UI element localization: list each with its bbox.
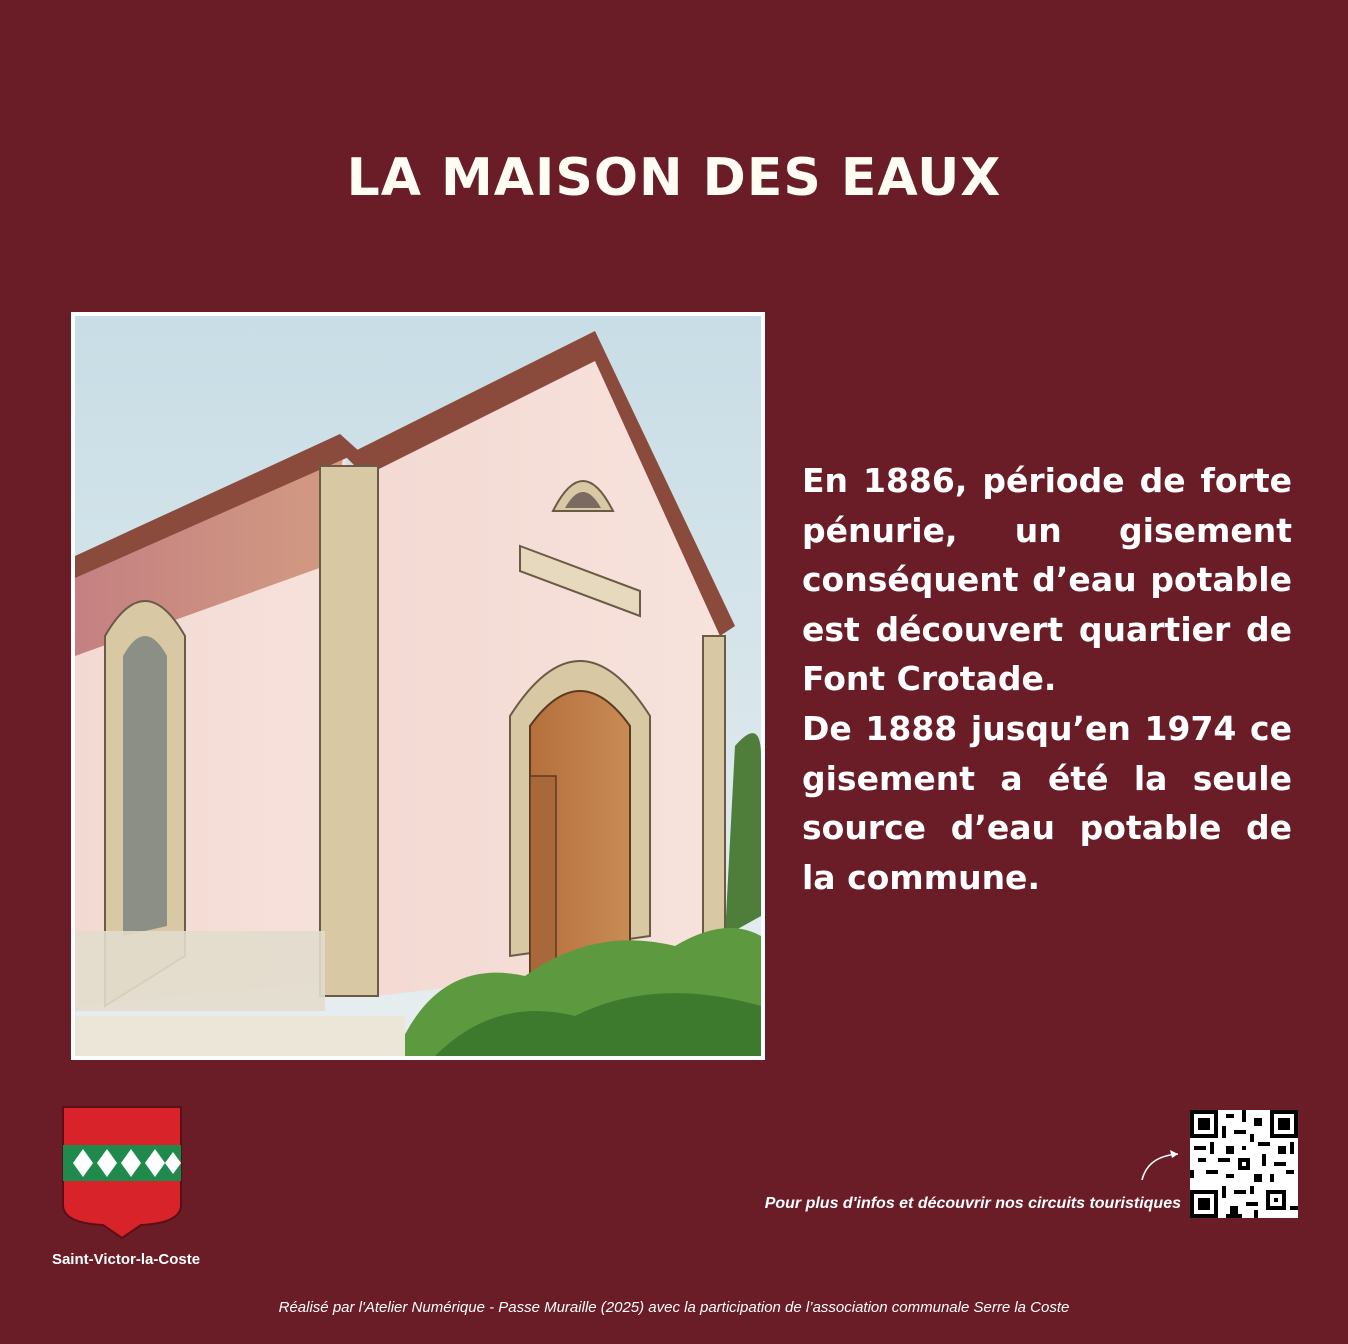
building-illustration bbox=[71, 312, 765, 1060]
page-title: LA MAISON DES EAUX bbox=[346, 148, 1002, 208]
coat-of-arms-icon bbox=[61, 1105, 183, 1240]
description-paragraph-1: En 1886, période de forte pénurie, un gisement conséquent d’eau potable est découvert quartier de Font Crotade. bbox=[802, 461, 1292, 699]
credit-line: Réalisé par l'Atelier Numérique - Passe Muraille (2025) avec la participation de l’association communale Serre la Coste bbox=[278, 1299, 1070, 1316]
qr-caption: Pour plus d'infos et découvrir nos circuits touristiques bbox=[764, 1195, 1181, 1212]
commune-name: Saint-Victor-la-Coste bbox=[51, 1251, 201, 1268]
description-paragraph-2: De 1888 jusqu’en 1974 ce gisement a été la seule source d’eau potable de la commune. bbox=[802, 708, 1292, 897]
description-text bbox=[802, 456, 1292, 902]
curved-arrow-icon bbox=[1138, 1148, 1184, 1184]
qr-code-icon[interactable] bbox=[1190, 1110, 1298, 1218]
